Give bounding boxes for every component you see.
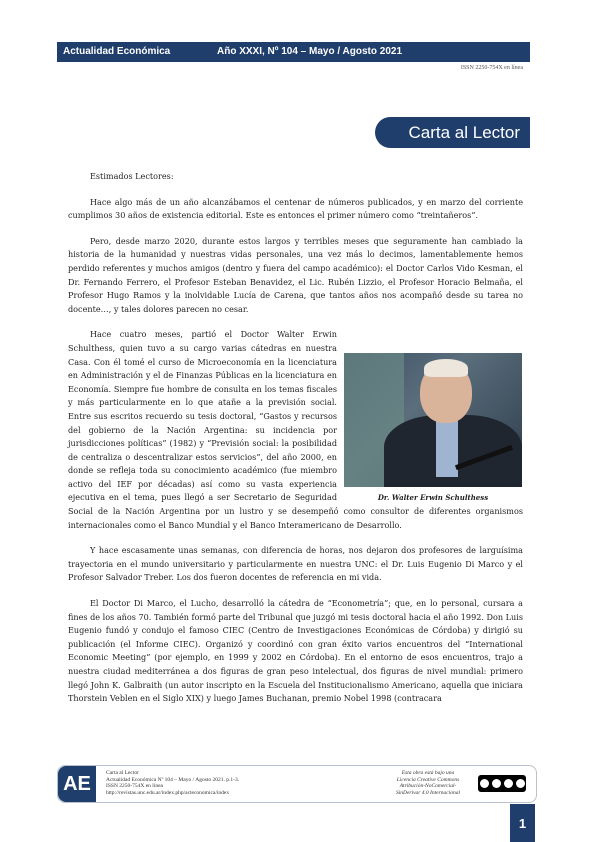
paragraph-4: Y hace escasamente unas semanas, con diferencia de horas, nos dejaron dos profesores de larguísima trayectoria en el mundo universitario y particularmente en nuestra UNC: el Dr. Luis Eugenio Di Marco y el Profesor Salvador Treber. Los dos fueron docentes de referencia en mi vida. xyxy=(68,545,523,583)
issn-online: ISSN 2250-754X en línea xyxy=(460,65,523,71)
journal-name: Actualidad Económica xyxy=(63,46,171,57)
footer-box xyxy=(57,765,537,803)
citation-line: Actualidad Económica Nº 104 – Mayo / Agosto 2021. p.1-3. xyxy=(106,776,240,783)
paragraph-5: El Doctor Di Marco, el Lucho, desarrolló la cátedra de “Econometría”; que, en lo personal, cursara a fines de los años 70. También formó parte del Tribunal que juzgó mi tesis doctoral hacia el año 1992. Don Luis Eugenio fundó y condujo el famoso CIEC (Centro de Investigaciones Económicas de Córdoba) y dirigió su publicación (el Informe CIEC). Organizó y coordinó con gran éxito varios encuentros del “International Economic Meeting” (por ejemplo, en 1999 y 2002 en Córdoba). En el entorno de esos encuentros, trajo a nuestra ciudad mediterránea a dos figuras de gran peso intelectual, dos figuras de nivel mundial: primero llegó John K. Galbraith (un autor inscripto en la Escuela del Institucionalismo Americano, aquella que iniciara Thorstein Veblen en el Siglo XIX) y luego James Buchanan, premio Nobel 1998 (contracara xyxy=(68,598,523,704)
citation-line: Carta al Lector xyxy=(106,770,139,776)
figure-caption: Dr. Walter Erwin Schulthess xyxy=(377,493,489,502)
citation-url[interactable]: http://revistas.unc.edu.ar/index.php/acteconomica/index xyxy=(106,789,230,796)
greeting: Estimados Lectores: xyxy=(90,171,174,181)
citation xyxy=(106,770,239,796)
paragraph-1: Hace algo más de un año alcanzábamos el centenar de números publicados, y en marzo del corriente cumplimos 30 años de existencia editorial. Este es entonces el primer número como “treintañeros”. xyxy=(68,196,523,221)
portrait-photo xyxy=(344,353,522,487)
section-title: Carta al Lector xyxy=(375,117,530,148)
issue-info: Año XXXI, Nº 104 – Mayo / Agosto 2021 xyxy=(217,46,403,57)
license-line: Licencia Creative Commons xyxy=(396,776,460,783)
running-header xyxy=(57,42,530,62)
ae-logo: AE xyxy=(58,766,96,802)
figure xyxy=(344,353,522,502)
paragraph-3-text: Hace cuatro meses, partió el Doctor Walter Erwin Schulthess, quien tuvo a su cargo varias cátedras en nuestra Casa. Con él tomé el curso de Microeconomía en la licenciatura en Administración y el de Finanzas Públicas en la licenciatura en Economía. Siempre fue hombre de consulta en los temas fiscales y más particularmente en lo que atañe a la previsión social. Entre sus escritos recuerdo su tesis doctoral, “Gastos y recursos del gobierno de la Nación Argentina: su incidencia por jurisdicciones políticas” (1982) y “Previsión social: la posibilidad de centraliza o descentralizar estos servicios”, del año 2000, en donde se refleja toda su conocimiento académico (fue miembro activo del IEF por décadas) así como su vasta experiencia ejecutiva en el tema, pues llegó a ser Secretario de Seguridad Social de la Nación Argentina por un lustro y se desempeñó como consultor de diferentes organismos internacionales como el Banco Mundial y el Banco Interamericano de Desarrollo. xyxy=(68,329,523,530)
license-line: Atribución-NoComercial- xyxy=(399,783,457,789)
page-number: 1 xyxy=(510,804,535,842)
license-line: Esta obra está bajo una xyxy=(401,770,455,776)
citation-line: ISSN 2250-754X en línea xyxy=(106,783,163,789)
license-line: SinDerivar 4.0 Internacional xyxy=(395,789,460,796)
creative-commons-icon[interactable] xyxy=(478,775,526,792)
paragraph-2: Pero, desde marzo 2020, durante estos largos y terribles meses que seguramente han cambiado la historia de la humanidad y nuestras vidas personales, una vez más lo decimos, lamentablemente hemos perdido referentes y muchos amigos (dentro y fuera del campo académico): el Doctor Carlos Vido Kesman, el Dr. Fernando Ferrero, el Profesor Esteban Benavidez, el Lic. Rubén Lizzio, el Profesor Horacio Belmaña, el Profesor Hugo Ramos y la inolvidable Lucía de Carena, que tantos años nos acompañó desde su tarea no docente…, y tales dolores parecen no cesar. xyxy=(68,235,523,314)
license-text xyxy=(382,770,474,796)
